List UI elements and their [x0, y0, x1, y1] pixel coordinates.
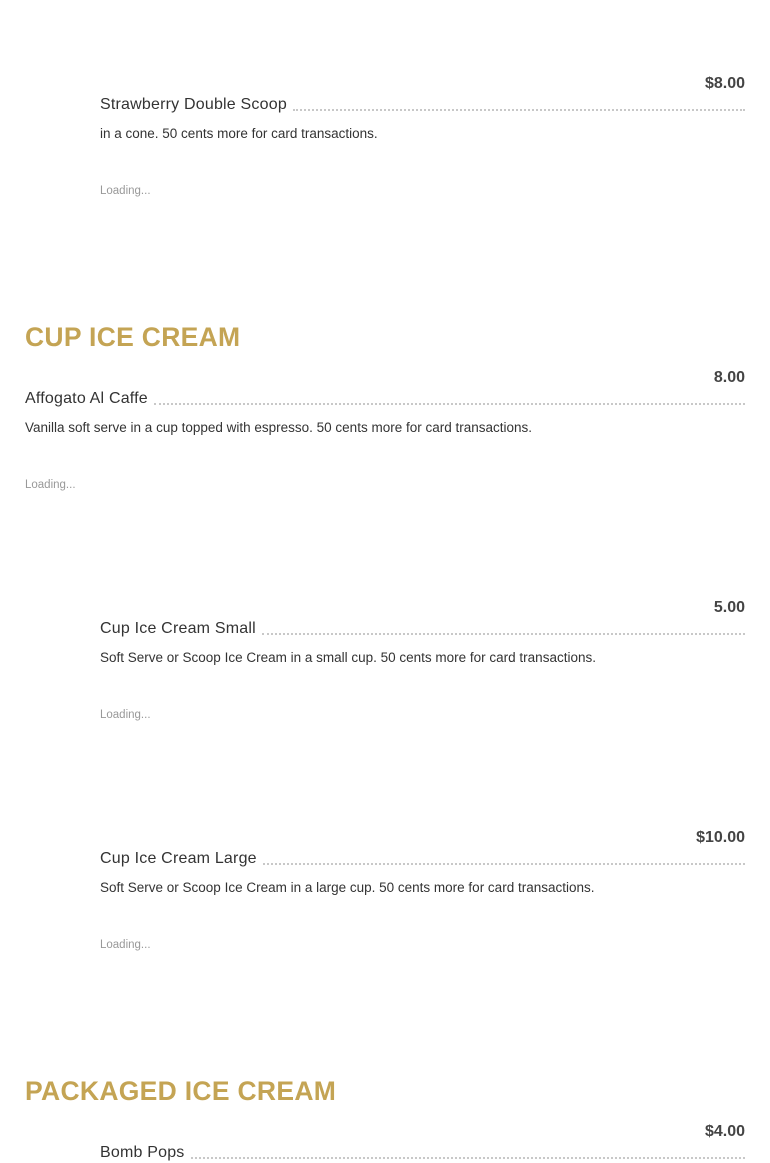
item-price: 8.00: [713, 369, 745, 386]
menu-item-strawberry-double-scoop[interactable]: [100, 75, 745, 205]
item-row: [25, 387, 745, 409]
item-description: Soft Serve or Scoop Ice Cream in a small cup. 50 cents more for card transactions.: [100, 650, 596, 665]
loading-indicator: Loading...: [25, 479, 76, 491]
menu-item-affogato-al-caffe[interactable]: [25, 369, 745, 499]
item-row: [100, 1141, 745, 1163]
item-description: Vanilla soft serve in a cup topped with espresso. 50 cents more for card transactions.: [25, 420, 533, 435]
item-name[interactable]: Cup Ice Cream Small: [100, 620, 256, 637]
section-heading-cup-ice-cream: CUP ICE CREAM: [25, 322, 241, 352]
item-description: Soft Serve or Scoop Ice Cream in a large cup. 50 cents more for card transactions.: [100, 880, 595, 895]
dot-leader: [154, 403, 745, 405]
dot-leader: [191, 1157, 745, 1159]
menu-item-cup-ice-cream-small[interactable]: [100, 599, 745, 729]
loading-indicator: Loading...: [100, 185, 151, 197]
item-row: [100, 93, 745, 115]
item-price: $10.00: [696, 829, 745, 846]
item-row: [100, 617, 745, 639]
item-name[interactable]: Cup Ice Cream Large: [100, 850, 257, 867]
menu-item-bomb-pops[interactable]: [100, 1123, 745, 1162]
item-price: $4.00: [704, 1123, 745, 1140]
item-description: in a cone. 50 cents more for card transactions.: [100, 126, 378, 141]
item-price: $8.00: [704, 75, 745, 92]
item-price: 5.00: [713, 599, 745, 616]
dot-leader: [263, 863, 745, 865]
item-name[interactable]: Bomb Pops: [100, 1144, 185, 1161]
item-name[interactable]: Strawberry Double Scoop: [100, 96, 287, 113]
section-heading-packaged-ice-cream: PACKAGED ICE CREAM: [25, 1076, 337, 1106]
item-row: [100, 847, 745, 869]
loading-indicator: Loading...: [100, 939, 151, 951]
menu-item-cup-ice-cream-large[interactable]: [100, 829, 745, 959]
loading-indicator: Loading...: [100, 709, 151, 721]
dot-leader: [262, 633, 745, 635]
dot-leader: [293, 109, 745, 111]
item-name[interactable]: Affogato Al Caffe: [25, 390, 148, 407]
